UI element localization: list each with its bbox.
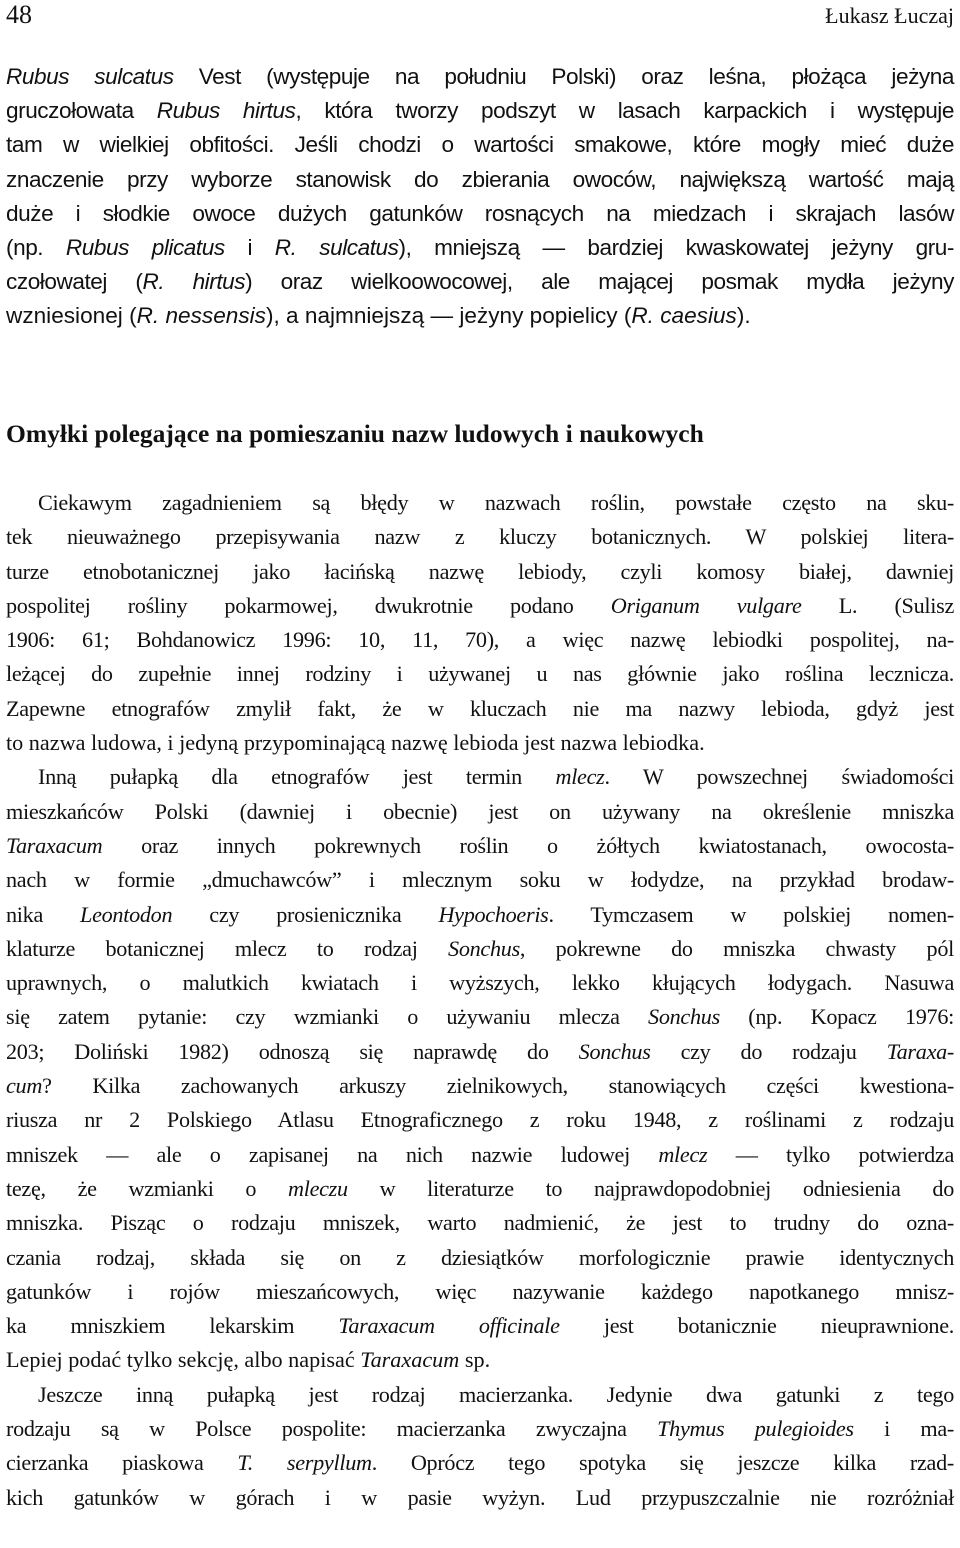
text-run: , pokrewne do mniszka chwasty pól bbox=[519, 935, 954, 961]
text-run: sp. bbox=[459, 1347, 491, 1373]
text-line bbox=[6, 589, 954, 623]
text-run: . W powszechnej świadomości bbox=[604, 764, 954, 790]
text-line bbox=[6, 657, 954, 691]
text-run: Lepiej podać tylko sekcję, albo napisać bbox=[6, 1347, 361, 1373]
text-line bbox=[6, 1481, 954, 1515]
text-run: znaczenie przy wyborze stanowisk do zbierania owoców, największą wartość mają bbox=[6, 166, 954, 192]
text-run: klaturze botanicznej mlecz to rodzaj bbox=[6, 935, 449, 961]
text-run: tek nieuważnego przepisywania nazw z kluczy botanicznych. W polskiej litera- bbox=[6, 524, 954, 550]
text-run: riusza nr 2 Polskiego Atlasu Etnograficznego z roku 1948, z roślinami z rodzaju bbox=[6, 1107, 954, 1133]
text-line bbox=[6, 1000, 954, 1034]
italic-term: Sonchus bbox=[578, 1038, 651, 1064]
italic-term: Rubus plicatus bbox=[65, 235, 225, 261]
text-line bbox=[6, 299, 954, 333]
text-run: mieszkańców Polski (dawniej i obecnie) jest on używany na określenie mniszka bbox=[6, 798, 954, 824]
text-run: gruczołowata bbox=[6, 98, 157, 124]
italic-term: Origanum vulgare bbox=[610, 592, 802, 618]
text-line bbox=[6, 265, 954, 299]
text-run: rodzaju są w Polsce pospolite: macierzanka zwyczajna bbox=[6, 1416, 658, 1442]
text-run: gatunków i rojów mieszańcowych, więc nazywanie każdego napotkanego mnisz- bbox=[6, 1278, 954, 1304]
text-run: 1906: 61; Bohdanowicz 1996: 10, 11, 70), a więc nazwę lebiodki pospolitej, na- bbox=[6, 627, 954, 653]
text-run: i bbox=[224, 235, 275, 261]
text-run: mniszka. Pisząc o rodzaju mniszek, warto nadmienić, że jest to trudny do ozna- bbox=[6, 1210, 954, 1236]
text-line bbox=[6, 760, 954, 794]
text-run: 203; Doliński 1982) odnoszą się naprawdę do bbox=[6, 1038, 579, 1064]
text-line bbox=[6, 1138, 954, 1172]
italic-term: R. sulcatus bbox=[274, 235, 399, 261]
text-line bbox=[6, 94, 954, 128]
italic-term: cum bbox=[6, 1073, 43, 1099]
text-line bbox=[6, 1035, 954, 1069]
text-line bbox=[6, 60, 954, 94]
text-run: czania rodzaj, składa się on z dziesiątków morfologicznie prawie identycznych bbox=[6, 1244, 954, 1270]
italic-term: Sonchus bbox=[648, 1004, 720, 1030]
page-number: 48 bbox=[6, 0, 32, 29]
text-run: . Oprócz tego spotyka się jeszcze kilka rzad- bbox=[371, 1450, 954, 1476]
italic-term: Sonchus bbox=[448, 935, 520, 961]
text-run: wzniesionej ( bbox=[6, 303, 137, 329]
text-run: nika bbox=[6, 901, 81, 927]
italic-term: R. nessensis bbox=[136, 303, 266, 329]
text-line bbox=[6, 898, 954, 932]
text-run: się zatem pytanie: czy wzmianki o używaniu mlecza bbox=[6, 1004, 649, 1030]
text-run: tam w wielkiej obfitości. Jeśli chodzi o wartości smakowe, które mogły mieć duże bbox=[6, 132, 954, 158]
text-run: cierzanka piaskowa bbox=[6, 1450, 238, 1476]
text-run: ). bbox=[736, 303, 751, 329]
text-run: Jeszcze inną pułapką jest rodzaj macierzanka. Jedynie dwa gatunki z tego bbox=[38, 1381, 954, 1407]
italic-term: Hypochoeris bbox=[438, 901, 549, 927]
italic-term: Rubus sulcatus bbox=[6, 64, 174, 89]
text-run: nach w formie „dmuchawców” i mlecznym soku w łodydze, na przykład brodaw- bbox=[6, 867, 954, 893]
italic-term: Taraxacum officinale bbox=[338, 1313, 560, 1339]
text-line bbox=[6, 1446, 954, 1480]
text-run: ka mniszkiem lekarskim bbox=[6, 1313, 339, 1339]
text-run: ) oraz wielkoowocowej, ale mającej posmak mydła jeżyny bbox=[245, 269, 954, 295]
text-run: . Tymczasem w polskiej nomen- bbox=[548, 901, 954, 927]
text-run: (np. bbox=[6, 235, 66, 261]
text-line bbox=[6, 692, 954, 726]
italic-term: Leontodon bbox=[80, 901, 173, 927]
text-run: leżącej do zupełnie innej rodziny i używanej u nas głównie jako roślina lecznicza. bbox=[6, 661, 954, 687]
text-run: i ma- bbox=[853, 1416, 954, 1442]
text-run: , która tworzy podszyt w lasach karpackich i występuje bbox=[295, 98, 954, 124]
section-body bbox=[6, 486, 954, 1515]
text-run: mniszek — ale o zapisanej na nich nazwie ludowej bbox=[6, 1141, 659, 1167]
text-run: czy do rodzaju bbox=[650, 1038, 887, 1064]
text-line bbox=[6, 1069, 954, 1103]
italic-term: Taraxacum bbox=[6, 832, 103, 858]
text-line bbox=[6, 197, 954, 231]
text-run: czy prosienicznika bbox=[172, 901, 439, 927]
text-run: to nazwa ludowa, i jedyną przypominającą nazwę lebioda jest nazwa lebiodka. bbox=[6, 730, 705, 756]
italic-term: R. hirtus bbox=[142, 269, 246, 295]
italic-term: Rubus hirtus bbox=[156, 98, 296, 124]
text-line bbox=[6, 520, 954, 554]
italic-term: Taraxa- bbox=[886, 1038, 954, 1064]
italic-term: R. caesius bbox=[631, 303, 737, 329]
text-run: ), a najmniejszą — jeżyny popielicy ( bbox=[265, 303, 632, 329]
italic-term: Thymus pulegioides bbox=[657, 1416, 854, 1442]
text-line bbox=[6, 932, 954, 966]
text-line bbox=[6, 1378, 954, 1412]
italic-term: mlecz bbox=[555, 764, 605, 790]
section-heading: Omyłki polegające na pomieszaniu nazw ludowych i naukowych bbox=[6, 419, 704, 448]
text-run: uprawnych, o malutkich kwiatach i wyższych, lekko kłujących łodygach. Nasuwa bbox=[6, 970, 954, 996]
text-line bbox=[6, 1412, 954, 1446]
text-run: Ciekawym zagadnieniem są błędy w nazwach roślin, powstałe często na sku- bbox=[38, 490, 954, 515]
text-run: pospolitej rośliny pokarmowej, dwukrotnie podano bbox=[6, 592, 611, 618]
text-run: tezę, że wzmianki o bbox=[6, 1175, 288, 1201]
text-run: Zapewne etnografów zmylił fakt, że w kluczach nie ma nazwy lebioda, gdyż jest bbox=[6, 695, 954, 721]
text-run: duże i słodkie owoce dużych gatunków rosnących na miedzach i skrajach lasów bbox=[6, 200, 954, 226]
italic-term: Taraxacum bbox=[360, 1347, 460, 1373]
text-run: Vest (występuje na południu Polski) oraz leśna, płożąca jeżyna bbox=[173, 64, 955, 89]
italic-term: T. serpyllum bbox=[237, 1450, 372, 1476]
text-run: Inną pułapką dla etnografów jest termin bbox=[38, 764, 556, 790]
text-run: jest botanicznie nieuprawnione. bbox=[559, 1313, 954, 1339]
text-line bbox=[6, 1172, 954, 1206]
text-run: kich gatunków w górach i w pasie wyżyn. Lud przypuszczalnie nie rozróżniał bbox=[6, 1484, 954, 1510]
text-line bbox=[6, 966, 954, 1000]
text-run: ? Kilka zachowanych arkuszy zielnikowych, stanowiących części kwestiona- bbox=[42, 1073, 954, 1099]
text-line bbox=[6, 231, 954, 265]
text-line bbox=[6, 1103, 954, 1137]
text-line bbox=[6, 1343, 954, 1377]
text-run: — tylko potwierdza bbox=[707, 1141, 955, 1167]
running-head-author: Łukasz Łuczaj bbox=[825, 3, 954, 28]
text-line bbox=[6, 726, 954, 760]
italic-term: mleczu bbox=[287, 1175, 348, 1201]
text-line bbox=[6, 1275, 954, 1309]
text-line bbox=[6, 1206, 954, 1240]
text-run: (np. Kopacz 1976: bbox=[719, 1004, 954, 1030]
text-run: L. (Sulisz bbox=[801, 592, 955, 618]
text-line bbox=[6, 163, 954, 197]
page-header bbox=[0, 0, 960, 30]
text-line bbox=[6, 795, 954, 829]
text-run: turze etnobotanicznej jako łacińską nazwę lebiody, czyli komosy białej, dawniej bbox=[6, 558, 954, 584]
text-line bbox=[6, 863, 954, 897]
text-run: czołowatej ( bbox=[6, 269, 143, 295]
text-run: oraz innych pokrewnych roślin o żółtych kwiatostanach, owocosta- bbox=[102, 832, 954, 858]
text-line bbox=[6, 1309, 954, 1343]
text-run: ), mniejszą — bardziej kwaskowatej jeżyny gru- bbox=[398, 235, 954, 261]
intro-paragraph bbox=[6, 60, 954, 334]
text-line bbox=[6, 486, 954, 520]
italic-term: mlecz bbox=[658, 1141, 708, 1167]
text-line bbox=[6, 555, 954, 589]
text-line bbox=[6, 623, 954, 657]
text-line bbox=[6, 1241, 954, 1275]
text-line bbox=[6, 128, 954, 162]
text-line bbox=[6, 829, 954, 863]
text-run: w literaturze to najprawdopodobniej odniesienia do bbox=[347, 1175, 954, 1201]
